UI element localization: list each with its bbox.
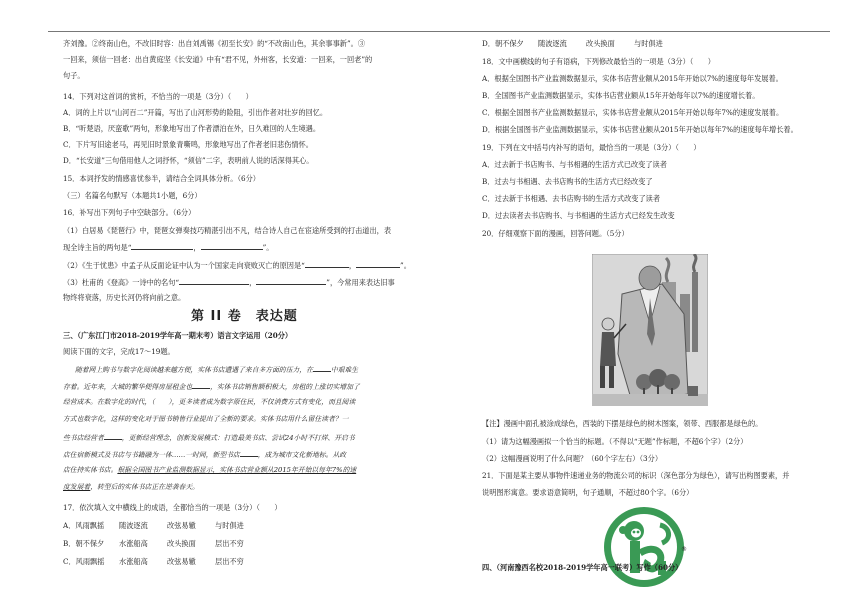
question-text: ， (348, 261, 357, 270)
section-heading: 三、（广东江门市2018-2019学年高一期末考）语言文字运用（20分） (63, 331, 293, 340)
question-20: 20．仔细观察下面的漫画，回答问题。（5分） (482, 229, 629, 238)
reading-instruction: 阅读下面的文字，完成17～19题。 (63, 347, 175, 356)
option-19-c: C．过去新于书相遇、去书店购书的生活方式改变了读者 (482, 194, 661, 203)
question-text: ， (249, 278, 257, 287)
option-word: 随波逐流 (538, 39, 567, 48)
option-word: 层出不穷 (215, 557, 244, 566)
option-19-a: A．过去新于书店购书、与书相遇的生活方式已改变了读者 (482, 160, 667, 169)
answer-blank[interactable] (104, 433, 122, 440)
passage-text: 随着网上购书与数字化阅读越来越方便，实体书店遭遇了来自多方面的压力，在 (75, 366, 313, 374)
option-word: 与时俱进 (634, 39, 663, 48)
answer-blank[interactable] (192, 382, 210, 389)
option-word: B．朝不保夕 (63, 539, 105, 548)
question-16: 16．补写出下列句子中空缺部分。（6分） (63, 208, 196, 217)
option-word: 层出不穷 (215, 539, 244, 548)
option-word: 改弦易辙 (167, 521, 196, 530)
section-heading: （三）名篇名句默写（本题共1小题，6分） (63, 191, 202, 200)
question-21: 21．下面是某主要从事物件速递业务的物流公司的标识（深色部分为绿色），请写出构图要素，并 (482, 471, 790, 480)
option-18-b: B．全国图书产业监测数据显示，实体书店营业额从15年开始每年以7%的速度增长着。 (482, 91, 760, 100)
answer-blank[interactable] (240, 450, 258, 457)
passage-line (63, 450, 346, 459)
answer-blank[interactable] (256, 278, 326, 285)
option-14-b: B．“听楚语，厌蛮歌”两句，形象地写出了作者漂泊在外，日久难回的人生境遇。 (63, 124, 321, 133)
passage-text: ，转型后的实体书店正在逆袭春天。 (90, 483, 199, 491)
option-word: A．风雨飘摇 (63, 521, 105, 530)
header-rule (48, 31, 830, 32)
option-14-c: C．下片写旧途老马，再见旧时景象青嘶鸣，形象地写出了作者老旧悲伤情怀。 (63, 140, 313, 149)
question-18: 18．文中画横线的句子有语病，下列修改最恰当的一项是（3分）（ ） (482, 57, 715, 66)
answer-blank[interactable] (179, 278, 249, 285)
option-19-d: D．过去读者去书店购书、与书相遇的生活方式已经发生改变 (482, 211, 675, 220)
question-14: 14．下列对这首词的赏析，不恰当的一项是（3分）（ ） (63, 92, 253, 101)
question-20-1: （1）请为这幅漫画拟一个恰当的标题。（不得以“无题”作标题，不超6个字）（2分） (482, 437, 748, 446)
passage-line: 方式也数字化，这样的变化对于图书销售行业提出了全新的要求。实体书店用什么留住读者？一 (63, 415, 349, 423)
underlined-sentence: 度发展着 (63, 483, 91, 491)
passage-line (75, 365, 358, 374)
passage-note-line: 句子。 (63, 71, 85, 80)
option-word: 改头换面 (586, 39, 615, 48)
question-text: （2）《生于忧患》中孟子从反面论证中认为一个国家走向衰败灭亡的原因是“ (63, 261, 305, 270)
passage-line (63, 467, 356, 474)
passage-line (63, 382, 360, 391)
passage-text: ，成为城市文化新地标。从政 (257, 451, 347, 459)
option-18-c: C．根据全国图书产业监测数据显示，实体书店营业额从2015年开始以每年7%的速度发展着。 (482, 108, 784, 117)
question-16-3 (63, 278, 395, 286)
question-16-3-cont: 物终将衰落，历史长河仍将向前之意。 (63, 293, 186, 302)
passage-note-line: 一回来，须信一回老：出自黄庭坚《长安道》中有“君不见，外州客，长安道：一回来，一回老”的 (63, 55, 373, 64)
question-16-1-cont (63, 243, 273, 251)
question-19: 19．下列在文中括号内补写的语句，最恰当的一项是（3分）（ ） (482, 143, 701, 152)
question-20-2: （2）这幅漫画说明了什么问题？（60个字左右）（3分） (482, 454, 663, 463)
passage-line (63, 433, 355, 442)
option-14-d: D．“长安道”三句借用他人之词抒怀，“须信”二字，表明前人说的话深得其心。 (63, 156, 314, 165)
question-text: ”，今常用来表达旧事 (326, 278, 395, 287)
answer-blank[interactable] (356, 261, 400, 268)
answer-blank[interactable] (131, 243, 193, 250)
passage-text: 店住宿新模式及书店与书籍融为一体……一时间，新型书店 (63, 451, 240, 459)
question-text: 现全诗主旨的两句是“ (63, 243, 132, 252)
option-word: D．朝不保夕 (482, 39, 524, 48)
option-19-b: B．过去与书相遇、去书店购书的生活方式已经改变了 (482, 177, 653, 186)
question-text: ， (193, 243, 201, 252)
section-heading: 四、（河南豫西名校2018-2019学年高一联考）写作（60分） (482, 563, 683, 572)
question-text: （3）杜甫的《登高》一诗中的名句“ (63, 278, 180, 287)
option-18-a: A．根据全国图书产业监测数据显示，实体书店营业额从2015年开始以7%的速度每年发展着。 (482, 74, 783, 83)
answer-blank[interactable] (201, 243, 263, 250)
passage-text: 存着。近年来，大城的繁华便得房屋租金也 (63, 383, 193, 391)
question-text: ”。 (262, 243, 274, 252)
passage-text: 些书店经营者 (63, 434, 104, 442)
question-16-1: （1）白居易《琵琶行》中，琵琶女弹奏技巧精湛引出不凡，结合诗人自己在宦途所受到的打击道出，表 (63, 226, 392, 235)
question-15: 15．本词抒发的情感喜忧参半，请结合全词具体分析。（6分） (63, 174, 260, 183)
registered-mark: ® (681, 546, 687, 553)
option-word: C．风雨飘摇 (63, 557, 105, 566)
option-word: 水涨船高 (119, 539, 148, 548)
cartoon-note: 【注】漫画中面孔被涂成绿色，西装的下摆是绿色的树木图案，领带、西服都是绿色的。 (482, 419, 763, 428)
option-word: 改弦易辙 (167, 557, 196, 566)
passage-line (63, 484, 199, 491)
cartoon-illustration (592, 254, 708, 406)
passage-line: 经营成本。在数字化的时代，（ ），更多读者成为数字原住民，不仅消费方式有变化，而且阅读 (63, 398, 356, 406)
question-text: ”。 (400, 261, 411, 270)
question-21-cont: 说明图形寓意。要求语意简明，句子通顺，不超过80个字。（6分） (482, 488, 694, 497)
option-14-a: A．词的上片以“山河百二”开篇，写出了山河形势的险阻，引出作者对壮岁的回忆。 (63, 108, 328, 117)
passage-text: ，更新经营理念，创新发展模式：打造最美书店、尝试24小时不打烊、开启书 (121, 434, 355, 442)
question-16-2 (63, 261, 411, 269)
option-18-d: D．根据全国图书产业监测数据显示，实体书店营业额从2015年开始以每年7%的速度每年增长着。 (482, 125, 798, 134)
option-word: 改头换面 (167, 539, 196, 548)
underlined-sentence: 根据全国图书产业监测数据显示，实体书店营业额从2015年开始以每年7%的速 (117, 466, 357, 474)
option-word: 与时俱进 (215, 521, 244, 530)
question-17: 17．依次填入文中横线上的成语，全都恰当的一项是（3分）（ ） (63, 503, 282, 512)
passage-text: 中艰难生 (330, 366, 359, 374)
answer-blank[interactable] (313, 365, 331, 372)
option-word: 水涨船高 (119, 557, 148, 566)
passage-note-line: 齐刘豫。②终南山色，不改旧时容：出自刘禹锡《初至长安》的“不改南山色，其余事事新”。③ (63, 39, 366, 48)
logistics-logo (600, 503, 692, 595)
passage-text: 店住持实体书店。 (63, 466, 118, 474)
passage-text: ，实体书店销售额积极大，房租的上涨切实增加了 (210, 383, 360, 391)
part-title: 第 II 卷 表达题 (191, 309, 298, 324)
option-word: 随波逐流 (119, 521, 148, 530)
answer-blank[interactable] (305, 261, 349, 268)
